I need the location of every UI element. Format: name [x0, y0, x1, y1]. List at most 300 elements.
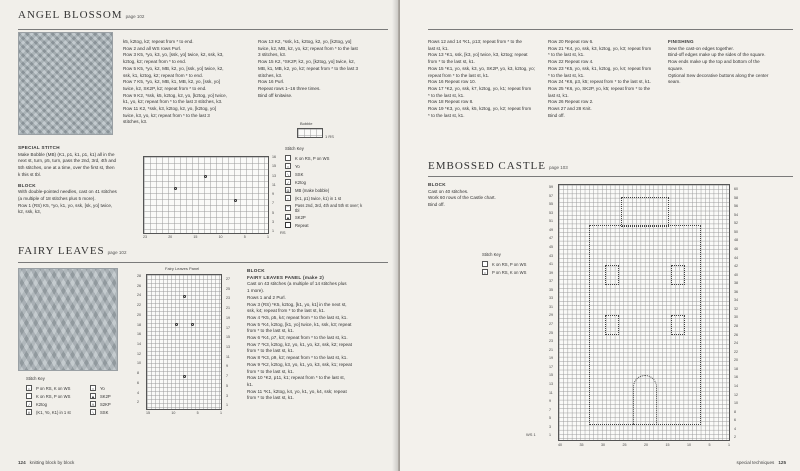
row-number: 13	[226, 345, 230, 350]
angel-text-line: k2tog, k2; repeat from * to end.	[123, 59, 187, 65]
angel-text-line: Repeat rows 1–16 three times.	[258, 85, 321, 91]
column-number: 1	[219, 411, 222, 415]
row-number: 7	[272, 201, 274, 206]
key-row	[90, 408, 140, 416]
fairy-text-line: Row 23 *K5, yo, ssk, k1, k2tog, yo, k4; repeat from	[548, 65, 652, 71]
right-top-rule	[428, 29, 793, 30]
fairy-rule	[18, 262, 388, 263]
blank-square-icon	[26, 393, 32, 399]
angel-text-line: 3 stitches, k3.	[258, 52, 287, 58]
key-label: SSK	[100, 409, 109, 415]
row-number: 31	[549, 304, 553, 309]
row-number: 21	[226, 306, 230, 311]
angel-text-line: stitches, k3.	[258, 72, 283, 78]
row-number: 2	[734, 435, 736, 440]
fairy-row-numbers-right	[226, 278, 230, 408]
fairy-text-line: k1.	[247, 381, 254, 387]
fairy-text-column	[247, 266, 389, 402]
row-number: 20	[734, 358, 738, 363]
castle-door-outline	[633, 375, 657, 425]
key-row	[285, 186, 385, 194]
right-footer	[737, 460, 790, 465]
fairy-leaves-chart	[146, 274, 222, 410]
left-page	[0, 0, 398, 471]
row-number: 46	[734, 246, 738, 251]
angel-text-line: k5, k2tog, k2; repeat from * to end.	[123, 39, 194, 44]
angel-blossom-chart	[143, 156, 269, 234]
angel-stitch-key	[285, 146, 385, 229]
key-row	[90, 400, 140, 408]
key-row	[285, 154, 385, 162]
row-number: 4	[734, 426, 736, 431]
row-number: 39	[549, 270, 553, 275]
angel-right-column	[258, 39, 388, 99]
angel-page-ref: page 102	[125, 14, 145, 19]
angel-text-line: Row 16 Purl.	[258, 79, 285, 85]
castle-key-title: Stitch Key	[482, 252, 501, 257]
key-row	[285, 202, 385, 213]
row-number: 3	[549, 424, 551, 429]
row-number: 55	[549, 202, 553, 207]
angel-text-line: k1, yo, k2; repeat from * to the last 3 stitches, k3.	[123, 99, 223, 105]
key-label: SK2P	[100, 393, 111, 399]
sk2p-icon: ▲	[286, 215, 290, 220]
row-number: 18	[137, 322, 141, 327]
row-number: 4	[137, 390, 139, 395]
castle-tower-outline	[621, 197, 669, 227]
fairy-text-line: from * to the last st, k1.	[247, 348, 294, 354]
row-number: 7	[549, 407, 551, 412]
angel-text-line: twice, k3, yo, k2; repeat from * to the last 3	[123, 112, 210, 118]
row-number: 49	[549, 227, 553, 232]
fairy-text-line: Rows 27 and 28 Knit.	[548, 106, 592, 112]
fairy-text-line: Row 3 (RS) *K5, k2tog, [k1, yo, k1] in the next st,	[247, 301, 347, 307]
row-number: 42	[734, 264, 738, 269]
column-number: 5	[708, 443, 711, 447]
angel-text-line: Bind off knitwise.	[258, 92, 293, 98]
right-page	[400, 0, 800, 471]
row-number: 6	[734, 418, 736, 423]
castle-window-outline	[671, 265, 685, 285]
right-running-footer: special techniques	[736, 460, 775, 465]
column-number: 10	[218, 235, 223, 239]
column-number: 1	[266, 235, 269, 239]
key-row	[482, 268, 552, 276]
pass-over-icon: ⌒	[286, 205, 290, 211]
key-row	[285, 213, 385, 221]
angel-column-numbers	[143, 236, 269, 240]
row-number: 24	[734, 341, 738, 346]
angel-text-line: Row 13 K2, *ssk, k1, k2tog, k2, yo, [k2tog, yo]	[258, 39, 352, 44]
row-number: 25	[549, 330, 553, 335]
fairy-text-line: Row 7 *K3, k2tog, k2, yo, k1, yo, k2, ssk, k2; repeat	[247, 341, 352, 347]
castle-rule	[428, 176, 793, 177]
fairy-key-title: Stitch Key	[26, 376, 45, 381]
fairy-text-line: Row 10 *K2, p11, k1; repeat from * to the last st,	[247, 375, 345, 381]
row-number: 43	[549, 253, 553, 258]
finishing-column	[668, 39, 793, 86]
row-number: 8	[734, 409, 736, 414]
right-slash-icon: /	[285, 179, 291, 185]
row-number: 34	[734, 298, 738, 303]
finishing-line: seam.	[668, 79, 681, 85]
row-number: 15	[272, 164, 276, 169]
row-number: 5	[549, 416, 551, 421]
key-row	[285, 162, 385, 170]
row-number: 1	[272, 229, 274, 234]
angel-text-line: Row 3 K5, *yo, k3, yo, [ssk, yo] twice, k2, ssk, k3,	[123, 52, 224, 58]
row-number: 57	[549, 193, 553, 198]
yarn-over-symbol	[183, 295, 186, 298]
increase-icon: ∨	[27, 410, 31, 415]
angel-left-column	[18, 143, 118, 216]
column-number: 20	[644, 443, 648, 447]
row-number: 35	[549, 287, 553, 292]
bobble-side-label: 1 RS	[325, 134, 334, 139]
angel-blossom-heading: ANGEL BLOSSOM	[18, 9, 123, 21]
row-number: 26	[137, 283, 141, 288]
embossed-castle-heading: EMBOSSED CASTLE	[428, 160, 546, 172]
column-number: 10	[687, 443, 691, 447]
angel-key-title: Stitch Key	[285, 146, 304, 151]
blank-square-icon	[285, 155, 291, 161]
row-number: 47	[549, 236, 553, 241]
fairy-key-col-b	[90, 380, 140, 416]
key-label: P on RS, K on WS	[36, 385, 71, 391]
fairy-text-line: last st, k1.	[428, 45, 449, 51]
row-number: 30	[734, 315, 738, 320]
key-label: K2tog	[295, 179, 306, 185]
fairy-text-line: Rows 12 and 14 *K1, p13; repeat from * to the	[428, 39, 522, 44]
key-label: K on RS, P on WS	[295, 155, 330, 161]
row-number: 9	[226, 364, 228, 369]
key-label: (K1, p1) twice, k1) in 1 st	[295, 195, 342, 201]
angel-text-line: Row 15 K2, *SK2P, k2, yo, [k2tog, yo] twice, k2,	[258, 59, 355, 65]
right-page-number: 125	[778, 460, 786, 465]
row-number: 14	[137, 342, 141, 347]
row-number: 40	[734, 272, 738, 277]
key-label: SK2P	[295, 214, 306, 220]
row-number: 15	[549, 373, 553, 378]
fairy-text-line: Bind off.	[548, 112, 565, 118]
row-number: 19	[226, 315, 230, 320]
row-number: 59	[549, 185, 553, 189]
key-label: Repeat	[295, 222, 309, 228]
fairy-block-heading: BLOCK	[247, 268, 265, 273]
column-number: 10	[171, 411, 176, 415]
row-number: 23	[549, 339, 553, 344]
key-label: Pass 2nd, 3rd, 4th and 5th st over; k tbl	[295, 202, 363, 213]
castle-ws-label: WS 1	[526, 432, 536, 437]
row-number: 53	[549, 210, 553, 215]
castle-block-column	[428, 182, 538, 209]
row-number: 16	[272, 155, 276, 159]
fairy-text-line: repeat from * to the last st, k1.	[428, 72, 490, 78]
key-row	[26, 384, 90, 392]
special-stitch-heading: SPECIAL STITCH	[18, 145, 60, 150]
fairy-text-line: Rows 1 and 2 Purl.	[247, 294, 286, 300]
row-number: 5	[272, 210, 274, 215]
column-number: 25	[622, 443, 627, 447]
row-number: 11	[549, 390, 553, 395]
angel-middle-column	[123, 39, 241, 126]
fairy-text-line: from * to the last st, k1.	[428, 59, 475, 65]
castle-block-line: Bind off.	[428, 202, 445, 208]
fairy-text-line: Row 15 *K1, yo, ssk, k3, yo, SK2P, yo, k3, k2tog, yo;	[428, 65, 535, 71]
row-number: 37	[549, 279, 553, 284]
column-number: 5	[196, 411, 199, 415]
castle-window-outline	[605, 315, 619, 335]
key-label: MB (make bobble)	[295, 187, 330, 193]
left-footer	[18, 460, 74, 465]
finishing-line: Sew the cast-on edges together.	[668, 45, 734, 51]
yarn-over-symbol	[191, 323, 194, 326]
row-number: 15	[226, 335, 230, 340]
angel-chart-side-label: RS	[280, 230, 286, 235]
angel-text-line: Row 9 K2, *ssk, k5, k2tog, k2, yo, [k2tog, yo] twice,	[123, 92, 227, 98]
row-number: 20	[137, 312, 141, 317]
fairy-text-line: Row 16 Repeat row 10.	[428, 79, 477, 85]
finishing-line: square.	[668, 65, 684, 71]
left-page-number: 124	[18, 460, 26, 465]
finishing-heading: FINISHING	[668, 39, 694, 44]
fairy-text-line: * to the last st, k1.	[428, 92, 465, 98]
row-number: 12	[734, 392, 738, 397]
fairy-text-line: Row 4 *K5, p5, k4; repeat from * to the last st, k1.	[247, 314, 348, 320]
bobble-caption: Bobble	[300, 121, 313, 126]
angel-rule	[18, 29, 388, 30]
embossed-castle-title	[428, 160, 568, 172]
left-slash-icon: \	[90, 409, 96, 415]
castle-column-numbers	[558, 444, 730, 448]
fairy-text-line: ssk, k4; repeat from * to the last st, k1.	[247, 308, 326, 314]
fairy-text-line: from * to the last st, k1.	[247, 368, 294, 374]
row-number: 11	[226, 354, 230, 359]
fairy-text-line: Cast on 43 stitches (a multiple of 14 stitches plus	[247, 281, 347, 287]
column-number: 23	[143, 235, 147, 239]
fairy-text-line: Row 11 *K1, k2tog, k4, yo, k1, yo, k4, ssk; repeat	[247, 388, 347, 394]
column-number: 35	[579, 443, 584, 447]
angel-row-numbers	[272, 156, 276, 234]
fairy-key-col-a	[26, 384, 90, 416]
row-number: 13	[549, 381, 553, 386]
column-number: 5	[243, 235, 246, 239]
angel-text-line: twice, k2, MB, k2, yo, k2; repeat from * to the last	[258, 45, 358, 51]
row-number: 28	[137, 274, 141, 278]
row-number: 3	[226, 393, 228, 398]
key-row	[482, 260, 552, 268]
angel-text-line: Row 7 K5, *yo, k2, MB, k1, MB, k2, yo, [ssk, yo]	[123, 79, 221, 85]
castle-window-outline	[605, 265, 619, 285]
row-number: 11	[272, 182, 276, 187]
key-label: (K1, Yo, K1) in 1 st	[36, 409, 71, 415]
fairy-panel-caption: Fairy Leaves Panel	[165, 266, 200, 271]
key-row	[26, 400, 90, 408]
row-number: 3	[272, 220, 274, 225]
fairy-text-line: Row 18 Repeat row 8.	[428, 99, 474, 105]
row-number: 52	[734, 221, 738, 226]
s2kp-icon: Λ	[91, 402, 95, 407]
angel-text-line: MB, k1, MB, k2, yo, k2; repeat from * to the last 3	[258, 65, 359, 71]
row-number: 18	[734, 366, 738, 371]
finishing-line: Row ends make up the top and bottom of the	[668, 59, 760, 65]
fairy-continued-column-1	[428, 39, 546, 119]
fairy-text-line: Row 5 *K4, k2tog, [k1, yo] twice, k1, ssk, k3; repeat	[247, 321, 352, 327]
fairy-text-line: Row 17 *K2, yo, ssk, k7, k2tog, yo, k1; repeat from	[428, 85, 532, 91]
row-number: 2	[137, 400, 139, 405]
column-number: 20	[168, 235, 173, 239]
row-number: 25	[226, 286, 230, 291]
row-number: 22	[137, 303, 141, 308]
fairy-leaves-title	[18, 245, 126, 257]
angel-text-line: stitches, k3.	[123, 119, 148, 125]
fairy-text-line: 1 more).	[247, 288, 265, 294]
row-number: 9	[272, 192, 274, 197]
castle-block-heading: BLOCK	[428, 182, 446, 187]
fairy-column-numbers	[146, 412, 222, 416]
fairy-text-line: last st, k1.	[548, 92, 569, 98]
castle-row-numbers-left	[549, 186, 553, 438]
column-number: 40	[558, 443, 562, 447]
angel-text-line: ssk, k1, k2tog, k2; repeat from * to end.	[123, 72, 203, 78]
finishing-line: Bind-off edges make up the sides of the square.	[668, 52, 766, 58]
fairy-text-line: Row 26 Repeat row 2.	[548, 99, 594, 105]
row-number: 54	[734, 212, 738, 217]
fairy-text-line: from * to the last st, k1.	[247, 328, 294, 334]
key-row	[90, 392, 140, 400]
fairy-text-line: * to the last st, k1.	[428, 112, 465, 118]
angel-block-text: With double-pointed needles, cast on 41 stitches (a multiple of 18 stitches plus 5 more).	[18, 189, 117, 201]
fairy-text-line: Row 24 *K6, p3, k5; repeat from * to the last st, k1.	[548, 79, 652, 85]
fairy-text-line: Row 25 *K6, yo, SK2P, yo, k5; repeat from * to the	[548, 85, 651, 91]
row-number: 27	[549, 322, 553, 326]
bobble-symbol	[204, 175, 207, 178]
fairy-text-line: Row 6 *K4, p7, k3; repeat from * to the last st, k1.	[247, 335, 348, 341]
sk2p-icon: ▲	[91, 394, 95, 399]
row-number: 28	[734, 324, 738, 328]
key-label: K on RS, P on WS	[492, 261, 527, 267]
key-row	[26, 408, 90, 416]
row-number: 17	[549, 364, 553, 369]
fairy-panel-heading: FAIRY LEAVES PANEL (make 2)	[247, 274, 325, 280]
castle-row-numbers-right	[734, 188, 738, 440]
bobble-symbol	[234, 199, 237, 202]
row-number: 10	[734, 401, 738, 406]
fairy-text-line: Row 21 *K4, yo, ssk, k3, k2tog, yo, k3; repeat from	[548, 45, 652, 51]
yarn-over-symbol	[175, 323, 178, 326]
fairy-leaves-swatch-photo	[18, 268, 118, 371]
row-number: 23	[226, 296, 230, 301]
key-label: S2KP	[100, 401, 111, 407]
castle-block-line: Work 60 rows of the Castle chart.	[428, 195, 496, 201]
fairy-text-line: Row 22 Repeat row 4.	[548, 59, 594, 65]
row-number: 16	[137, 332, 141, 337]
row-number: 50	[734, 229, 738, 234]
bobble-symbol	[174, 187, 177, 190]
key-row	[285, 178, 385, 186]
row-number: 41	[549, 262, 553, 267]
stitch-group-icon: ▫	[285, 195, 291, 201]
row-number: 1	[549, 433, 551, 438]
fairy-stitch-key	[26, 376, 146, 416]
key-label: K2tog	[36, 401, 47, 407]
bobble-chart	[297, 128, 323, 138]
row-number: 16	[734, 375, 738, 380]
key-row	[90, 380, 140, 392]
row-number: 56	[734, 204, 738, 209]
key-label: P on RS, K on WS	[492, 269, 527, 275]
key-label: K on RS, P on WS	[36, 393, 71, 399]
fairy-text-line: * to the last st, k1.	[548, 72, 585, 78]
angel-row1: Row 1 (RS) K5, *yo, k1, yo, ssk, [sk, yo] twice, k2, ssk, k3,	[18, 202, 113, 215]
angel-blossom-swatch-photo	[18, 32, 113, 135]
row-number: 5	[226, 383, 228, 388]
row-number: 14	[734, 383, 738, 388]
row-number: 9	[549, 399, 551, 404]
fairy-text-line: from * to the last st, k1.	[247, 395, 294, 401]
key-label: Yo	[100, 385, 105, 391]
castle-block-line: Cast on 40 stitches.	[428, 188, 469, 194]
key-row	[26, 392, 90, 400]
angel-blossom-title	[18, 9, 144, 21]
row-number: 33	[549, 296, 553, 301]
fairy-key-columns	[26, 380, 146, 416]
fairy-leaves-heading: FAIRY LEAVES	[18, 245, 105, 257]
key-row	[285, 194, 385, 202]
row-number: 51	[549, 219, 553, 224]
circle-icon: ○	[91, 386, 95, 391]
dot-icon: •	[482, 269, 488, 275]
castle-page-ref: page 103	[549, 165, 568, 170]
row-number: 27	[226, 277, 230, 281]
castle-window-outline	[671, 315, 685, 335]
angel-text-line: Row 11 K2, *ssk, k3, k2tog, k2, yo, [k2tog, yo]	[123, 106, 217, 112]
fairy-text-line: Row 9 *K2, k2tog, k3, yo, k1, yo, k3, ssk, k1; repeat	[247, 361, 352, 367]
key-row	[285, 221, 385, 229]
castle-stitch-key	[482, 252, 552, 276]
row-number: 7	[226, 374, 228, 379]
row-number: 19	[549, 356, 553, 361]
row-number: 17	[226, 325, 230, 330]
row-number: 45	[549, 244, 553, 249]
row-number: 32	[734, 306, 738, 311]
column-number: 15	[193, 235, 198, 239]
fairy-page-ref: page 102	[107, 250, 127, 255]
column-number: 15	[146, 411, 150, 415]
repeat-box-icon	[285, 222, 291, 228]
right-slash-icon: /	[26, 401, 32, 407]
row-number: 12	[137, 351, 141, 356]
angel-block-heading: BLOCK	[18, 182, 36, 188]
special-stitch-text: Make Bobble (MB) (K1, p1, k1, p1, k1) all in the next st, turn, p5, turn, pass the 2nd, 3rd, 4th and 5th stitches, one at a time, over the first st, then k this st tbl.	[18, 151, 117, 177]
fairy-text-line: * to the last st, k1.	[548, 52, 585, 58]
row-number: 8	[137, 371, 139, 376]
left-running-footer: knitting block by block	[29, 460, 75, 465]
key-label: SSK	[295, 171, 304, 177]
row-number: 38	[734, 281, 738, 286]
row-number: 48	[734, 238, 738, 243]
embossed-castle-chart	[558, 184, 730, 441]
yarn-over-symbol	[183, 375, 186, 378]
row-number: 21	[549, 347, 553, 352]
fairy-continued-column-2	[548, 39, 666, 119]
angel-text-line: Row 2 and all WS rows Purl.	[123, 45, 182, 51]
left-slash-icon: \	[285, 171, 291, 177]
row-number: 44	[734, 255, 738, 260]
blank-square-icon	[482, 261, 488, 267]
row-number: 26	[734, 332, 738, 337]
row-number: 60	[734, 187, 738, 191]
